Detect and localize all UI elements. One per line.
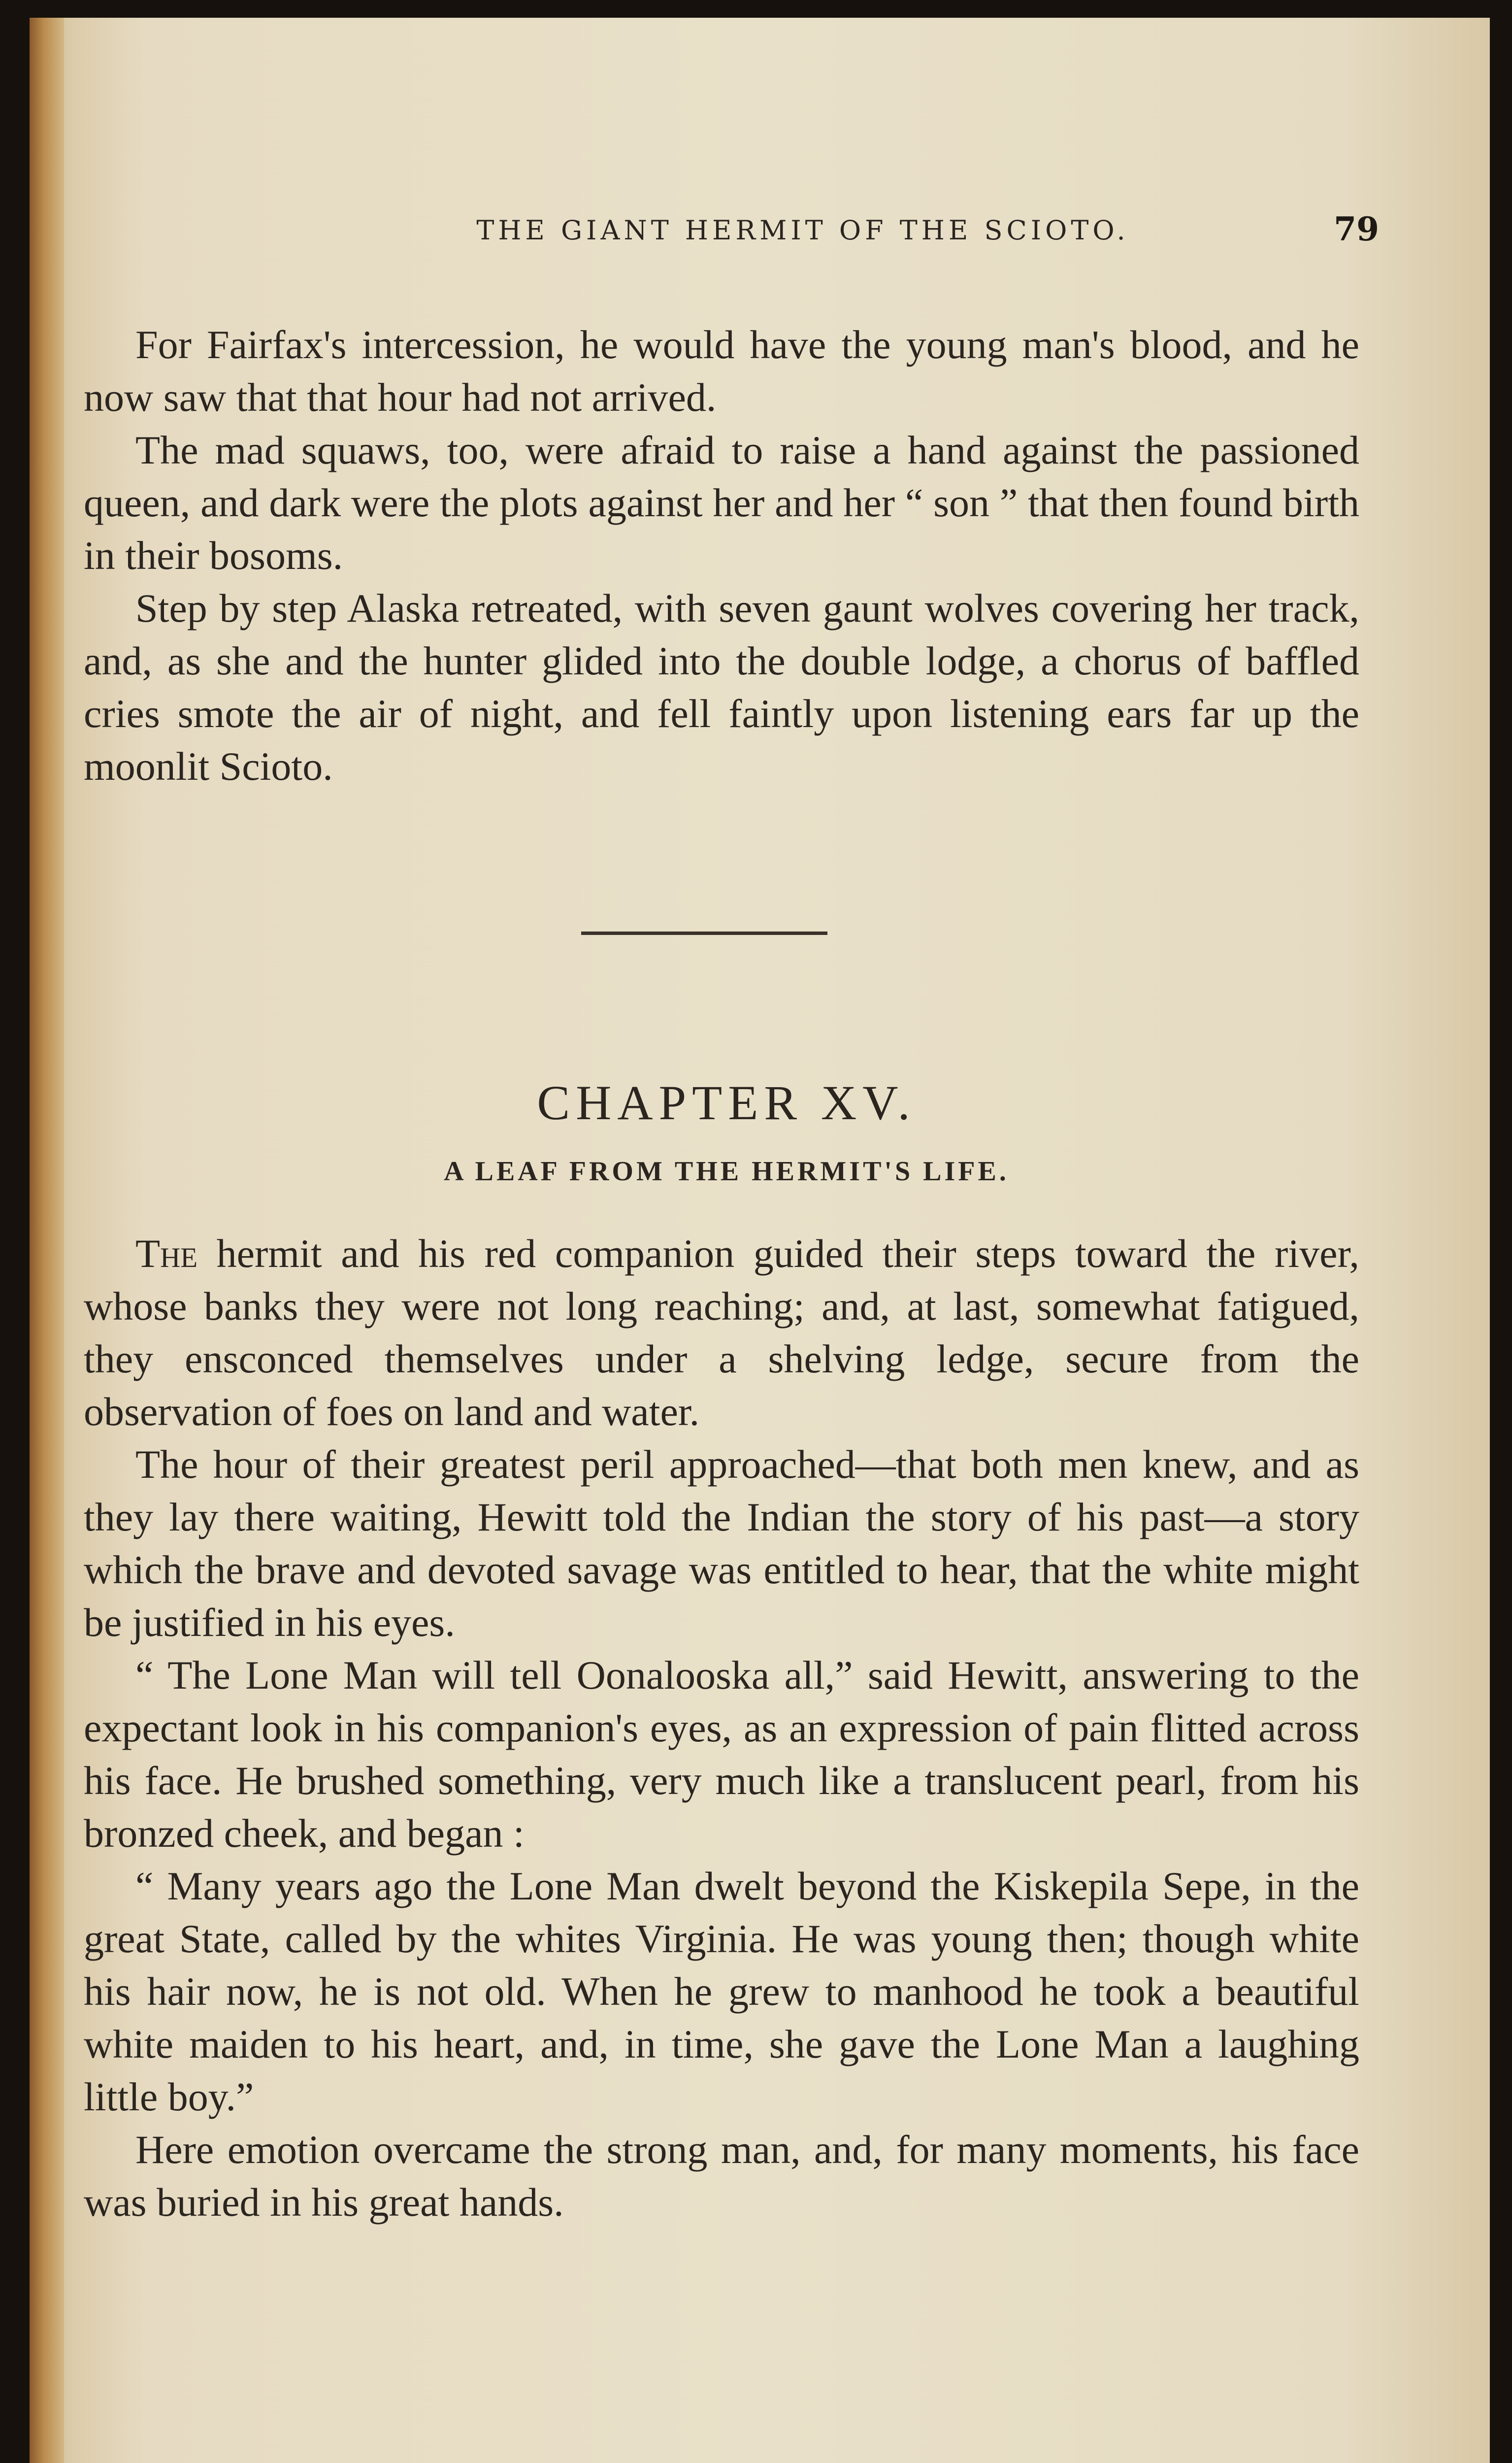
chapter-title: CHAPTER XV. bbox=[537, 1075, 916, 1130]
paragraph: Step by step Alaska retreated, with seven gaunt wolves covering her track, and, as she and the hunter glided into the double lodge, a chorus of baffled cries smote the air of night, and fell faintly upon listening ears far up the moonlit Scioto. bbox=[84, 586, 1359, 789]
paragraph: The mad squaws, too, were afraid to raise a hand against the passioned queen, and dark were the plots against her and her “ son ” that then found birth in their bosoms. bbox=[84, 428, 1359, 578]
paragraph: For Fairfax's intercession, he would have the young man's blood, and he now saw that that hour had not arrived. bbox=[84, 322, 1359, 420]
paragraph: Here emotion overcame the strong man, and, for many moments, his face was buried in his great hands. bbox=[84, 2127, 1359, 2225]
text-block-top bbox=[84, 318, 1359, 793]
section-divider bbox=[581, 932, 827, 935]
paragraph: “ Many years ago the Lone Man dwelt beyond the Kiskepila Sepe, in the great State, called by the whites Virginia. He was young then; though white his hair now, he is not old. When he grew to manhood he took a beautiful white maiden to his heart, and, in time, she gave the Lone Man a laughing little boy.” bbox=[84, 1864, 1359, 2119]
paragraph-first bbox=[84, 1227, 1359, 1438]
text-block-chapter bbox=[84, 1227, 1359, 2229]
page-number: 79 bbox=[1334, 210, 1379, 248]
paragraph: The hour of their greatest peril approached—that both men knew, and as they lay there waiting, Hewitt told the Indian the story of his past—a story which the brave and devoted savage was entitled to hear, that the white might be justified in his eyes. bbox=[84, 1442, 1359, 1645]
book-spine-edge bbox=[30, 18, 64, 2463]
drop-word: The bbox=[135, 1231, 198, 1276]
chapter-subtitle: A LEAF FROM THE HERMIT'S LIFE. bbox=[444, 1156, 1009, 1187]
running-header: THE GIANT HERMIT OF THE SCIOTO. bbox=[476, 215, 1129, 246]
paragraph: “ The Lone Man will tell Oonalooska all,” said Hewitt, answering to the expectant look in his companion's eyes, as an expression of pain flitted across his face. He brushed something, very much like a translucent pearl, from his bronzed cheek, and began : bbox=[84, 1653, 1359, 1856]
paragraph-text: hermit and his red companion guided their steps toward the river, whose banks they were not long reaching; and, at last, somewhat fatigued, they ensconced themselves under a shelving ledge, secure from the observation of foes on land and water. bbox=[84, 1231, 1359, 1434]
book-page bbox=[30, 18, 1490, 2463]
